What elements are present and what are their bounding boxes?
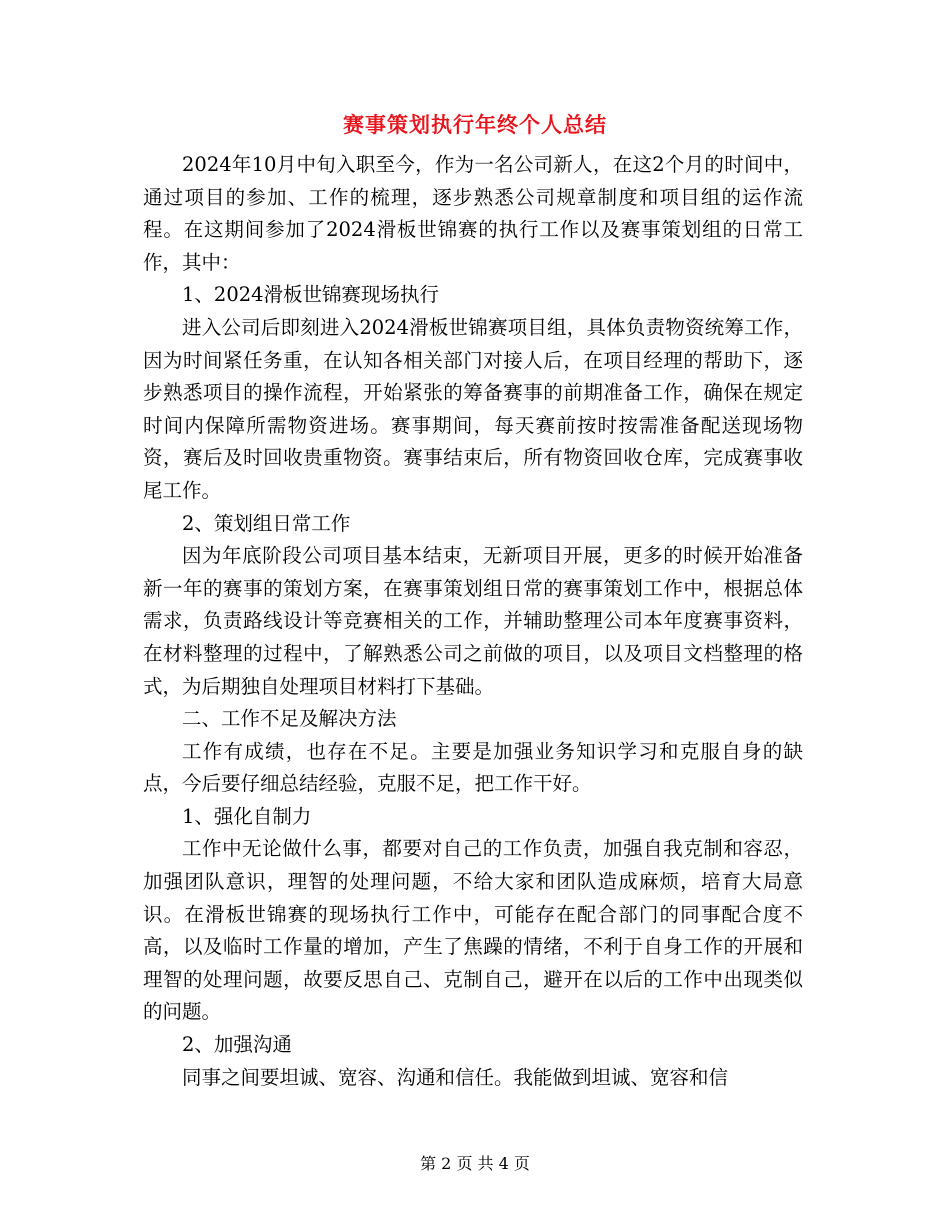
document-title: 赛事策划执行年终个人总结 <box>343 112 607 137</box>
paragraph-intro: 2024年10月中旬入职至今，作为一名公司新人，在这2个月的时间中，通过项目的参加、工作的梳理，逐步熟悉公司规章制度和项目组的运作流程。在这期间参加了2024滑板世锦赛的执行工作以及赛事策划组的日常工作，其中： <box>143 153 803 274</box>
heading-1-2: 2、策划组日常工作 <box>182 511 351 535</box>
heading-section-2: 二、工作不足及解决方法 <box>182 707 397 731</box>
paragraph-1-2: 因为年底阶段公司项目基本结束，无新项目开展，更多的时候开始准备新一年的赛事的策划方案，在赛事策划组日常的赛事策划工作中，根据总体需求，负责路线设计等竞赛相关的工作，并辅助整理公司本年度赛事资料，在材料整理的过程中，了解熟悉公司之前做的项目，以及项目文档整理的格式，为后期独自处理项目材料打下基础。 <box>143 544 803 698</box>
document-body <box>143 149 803 1094</box>
paragraph-1-1: 进入公司后即刻进入2024滑板世锦赛项目组，具体负责物资统筹工作，因为时间紧任务重，在认知各相关部门对接人后，在项目经理的帮助下，逐步熟悉项目的操作流程，开始紧张的筹备赛事的前期准备工作，确保在规定时间内保障所需物资进场。赛事期间，每天赛前按时按需准备配送现场物资，赛后及时回收贵重物资。赛事结束后，所有物资回收仓库，完成赛事收尾工作。 <box>143 315 803 502</box>
heading-1-1: 1、2024滑板世锦赛现场执行 <box>182 283 440 307</box>
heading-2-1: 1、强化自制力 <box>182 804 312 828</box>
page-footer: 第 2 页 共 4 页 <box>420 1154 530 1173</box>
heading-2-2: 2、加强沟通 <box>182 1033 292 1057</box>
paragraph-2-2: 同事之间要坦诚、宽容、沟通和信任。我能做到坦诚、宽容和信 <box>182 1065 729 1089</box>
paragraph-section-2: 工作有成绩，也存在不足。主要是加强业务知识学习和克服自身的缺点，今后要仔细总结经验，克服不足，把工作干好。 <box>143 739 803 796</box>
paragraph-2-1: 工作中无论做什么事，都要对自己的工作负责，加强自我克制和容忍，加强团队意识，理智的处理问题，不给大家和团队造成麻烦，培育大局意识。在滑板世锦赛的现场执行工作中，可能存在配合部门的同事配合度不高，以及临时工作量的增加，产生了焦躁的情绪，不利于自身工作的开展和理智的处理问题，故要反思自己、克制自己，避开在以后的工作中出现类似的问题。 <box>143 837 803 1024</box>
